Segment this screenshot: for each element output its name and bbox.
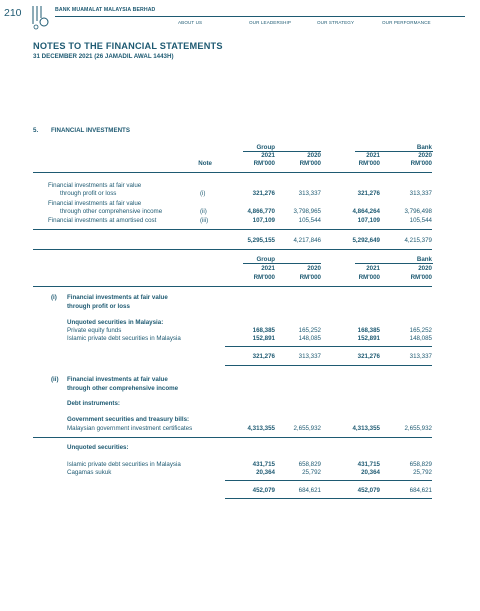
- table1-total-rule: [33, 229, 432, 230]
- part-ii-cell: 658,829: [409, 461, 432, 468]
- part-ii-cell: 431,715: [252, 461, 275, 468]
- part-i-total: 313,337: [298, 353, 321, 360]
- unit-col-4: RM'000: [410, 274, 432, 281]
- part-ii-cell: 20,364: [256, 469, 275, 476]
- summary-cell: 105,544: [409, 217, 432, 224]
- summary-row-label: through profit or loss: [60, 190, 117, 197]
- summary-cell: 4,866,770: [247, 208, 275, 215]
- year-col-4: 2020: [418, 152, 432, 159]
- summary-total: 5,292,649: [352, 237, 380, 244]
- section-number: 5.: [33, 127, 39, 134]
- bank-logo-icon: [29, 4, 51, 30]
- part-ii-total: 684,621: [409, 487, 432, 494]
- summary-cell: 3,798,965: [293, 208, 321, 215]
- summary-row-note: (i): [200, 190, 206, 197]
- part-ii-cell: 20,364: [361, 469, 380, 476]
- nav-our-leadership[interactable]: OUR LEADERSHIP: [249, 20, 291, 25]
- part-ii-total: 684,621: [298, 487, 321, 494]
- bank-header: Bank: [416, 256, 432, 263]
- summary-row-label: through other comprehensive income: [60, 208, 163, 215]
- part-ii-row-label: Malaysian government investment certificates: [67, 425, 193, 432]
- summary-total: 4,217,846: [293, 237, 321, 244]
- unit-col-2: RM'000: [299, 274, 321, 281]
- group-header: Group: [256, 144, 275, 151]
- summary-row-note: (ii): [200, 208, 207, 215]
- group-header-rule: [243, 263, 321, 264]
- note-header: Note: [198, 160, 212, 167]
- unit-col-3: RM'000: [358, 274, 380, 281]
- summary-row-note: (iii): [200, 217, 209, 224]
- bank-name: BANK MUAMALAT MALAYSIA BERHAD: [55, 7, 156, 13]
- table1-header-rule: [33, 172, 432, 173]
- part-ii-gov-heading: Government securities and treasury bills:: [67, 416, 190, 423]
- part-ii-title: Financial investments at fair value: [67, 376, 168, 383]
- unit-col-4: RM'000: [410, 160, 432, 167]
- part-ii-gov-rule: [33, 437, 432, 438]
- part-i-title: through profit or loss: [67, 303, 130, 310]
- group-header: Group: [256, 256, 275, 263]
- part-ii-cell: 658,829: [298, 461, 321, 468]
- part-i-total: 321,276: [357, 353, 380, 360]
- summary-cell: 321,276: [252, 190, 275, 197]
- part-ii-cell: 25,792: [413, 469, 432, 476]
- nav-our-performance[interactable]: OUR PERFORMANCE: [382, 20, 431, 25]
- part-ii-row-label: Islamic private debt securities in Malaysia: [67, 461, 181, 468]
- part-ii-cell: 2,655,932: [404, 425, 432, 432]
- summary-total: 5,295,155: [247, 237, 275, 244]
- year-col-1: 2021: [261, 265, 275, 272]
- summary-cell: 3,796,498: [404, 208, 432, 215]
- unit-col-3: RM'000: [358, 160, 380, 167]
- unit-col-1: RM'000: [253, 160, 275, 167]
- summary-row-label: Financial investments at amortised cost: [48, 217, 157, 224]
- part-i-bottom-rule: [225, 365, 432, 366]
- part-ii-unquoted-heading: Unquoted securities:: [67, 444, 129, 451]
- page-subtitle: 31 DECEMBER 2021 (26 JAMADIL AWAL 1443H): [33, 53, 174, 60]
- summary-total: 4,215,379: [404, 237, 432, 244]
- part-ii-cell: 4,313,355: [247, 425, 275, 432]
- part-i-cell: 148,085: [298, 335, 321, 342]
- part-i-cell: 168,385: [357, 327, 380, 334]
- part-i-cell: 165,252: [298, 327, 321, 334]
- summary-cell: 313,337: [409, 190, 432, 197]
- part-i-total: 321,276: [252, 353, 275, 360]
- nav-our-strategy[interactable]: OUR STRATEGY: [317, 20, 355, 25]
- summary-cell: 105,544: [298, 217, 321, 224]
- part-i-number: (i): [51, 294, 57, 301]
- unit-col-2: RM'000: [299, 160, 321, 167]
- part-i-cell: 168,385: [252, 327, 275, 334]
- part-i-title: Financial investments at fair value: [67, 294, 168, 301]
- year-col-3: 2021: [366, 152, 380, 159]
- part-ii-cell: 431,715: [357, 461, 380, 468]
- year-col-4: 2020: [418, 265, 432, 272]
- summary-cell: 107,109: [252, 217, 275, 224]
- part-ii-total-rule: [225, 480, 432, 481]
- part-ii-cell: 2,655,932: [293, 425, 321, 432]
- part-i-total: 313,337: [409, 353, 432, 360]
- section-title: FINANCIAL INVESTMENTS: [51, 127, 130, 134]
- part-ii-title: through other comprehensive income: [67, 385, 179, 392]
- part-ii-number: (ii): [51, 376, 59, 383]
- part-ii-cell: 4,313,355: [352, 425, 380, 432]
- part-ii-row-label: Cagamas sukuk: [67, 469, 112, 476]
- part-i-subheading: Unquoted securities in Malaysia:: [67, 319, 164, 326]
- nav-about-us[interactable]: ABOUT US: [178, 20, 203, 25]
- part-ii-total: 452,079: [357, 487, 380, 494]
- part-i-total-rule: [225, 346, 432, 347]
- part-ii-total: 452,079: [252, 487, 275, 494]
- summary-cell: 107,109: [357, 217, 380, 224]
- summary-cell: 4,864,264: [352, 208, 380, 215]
- year-col-1: 2021: [261, 152, 275, 159]
- part-i-cell: 165,252: [409, 327, 432, 334]
- table2-header-rule: [33, 286, 432, 287]
- part-i-row-label: Private equity funds: [67, 327, 122, 334]
- part-ii-bottom-rule: [225, 498, 432, 499]
- summary-row-label: Financial investments at fair value: [48, 200, 142, 207]
- table1-bottom-rule: [33, 249, 432, 250]
- part-i-cell: 148,085: [409, 335, 432, 342]
- page-title: NOTES TO THE FINANCIAL STATEMENTS: [33, 41, 223, 51]
- part-ii-debt-heading: Debt instruments:: [67, 400, 120, 407]
- year-col-2: 2020: [307, 152, 321, 159]
- year-col-3: 2021: [366, 265, 380, 272]
- bank-header-rule: [355, 263, 433, 264]
- part-i-row-label: Islamic private debt securities in Malaysia: [67, 335, 181, 342]
- part-ii-cell: 25,792: [302, 469, 321, 476]
- summary-row-label: Financial investments at fair value: [48, 182, 142, 189]
- header-divider: [55, 16, 465, 17]
- page-number: 210: [4, 7, 22, 19]
- part-i-cell: 152,891: [252, 335, 275, 342]
- year-col-2: 2020: [307, 265, 321, 272]
- summary-cell: 321,276: [357, 190, 380, 197]
- part-i-cell: 152,891: [357, 335, 380, 342]
- summary-cell: 313,337: [298, 190, 321, 197]
- unit-col-1: RM'000: [253, 274, 275, 281]
- bank-header: Bank: [416, 144, 432, 151]
